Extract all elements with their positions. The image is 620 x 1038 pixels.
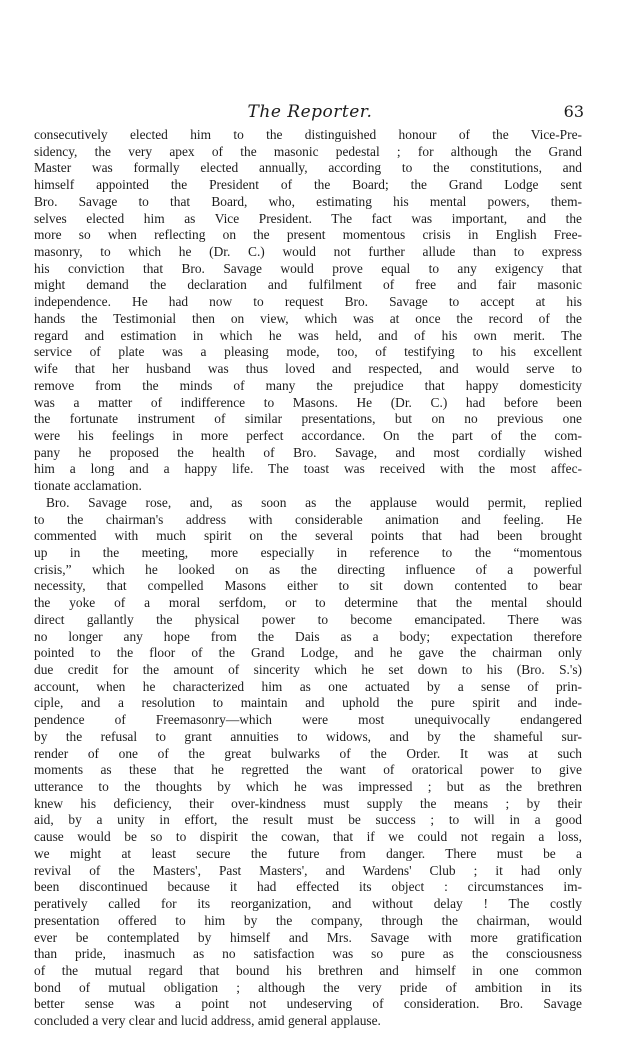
paragraph-end-line: concluded a very clear and lucid address, amid general applause. bbox=[34, 1013, 381, 1029]
text-line: knew his deficiency, their over-kindness must supply the means ; by their bbox=[34, 795, 582, 811]
text-line: himself appointed the President of the Board; the Grand Lodge sent bbox=[34, 177, 582, 193]
text-line: aid, by a unity in effort, the result must be success ; to will in a good bbox=[34, 812, 582, 828]
text-line: remove from the minds of many the prejudice that happy domesticity bbox=[34, 377, 582, 393]
text-line: crisis,” which he looked on as the directing influence of a powerful bbox=[34, 561, 582, 577]
running-title: The Reporter. bbox=[247, 102, 373, 122]
text-line: direct gallantly the physical power to become emancipated. There was bbox=[34, 611, 582, 627]
text-line: ciple, and a resolution to maintain and uphold the pure spirit and inde- bbox=[34, 695, 582, 711]
page-number: 63 bbox=[563, 102, 584, 121]
body-text bbox=[34, 127, 582, 1030]
text-line: pany he proposed the health of Bro. Savage, and most cordially wished bbox=[34, 444, 582, 460]
text-line: peratively called for its reorganization, and without delay ! The costly bbox=[34, 896, 582, 912]
text-line: up in the meeting, more especially in reference to the “momentous bbox=[34, 544, 582, 560]
text-line: consecutively elected him to the distinguished honour of the Vice-Pre- bbox=[34, 127, 582, 142]
text-line: presentation offered to him by the company, through the chairman, would bbox=[34, 912, 582, 928]
text-line: necessity, that compelled Masons either to sit down contented to bear bbox=[34, 578, 582, 594]
text-line: selves elected him as Vice President. The fact was important, and the bbox=[34, 210, 582, 226]
text-line: service of plate was a pleasing mode, too, of testifying to his excellent bbox=[34, 344, 582, 360]
text-line: regard and estimation in which he was held, and of his own merit. The bbox=[34, 327, 582, 343]
text-line: been discontinued because it had effected its object : circumstances im- bbox=[34, 879, 582, 895]
text-line: wife that her husband was thus loved and respected, and would serve to bbox=[34, 361, 582, 377]
text-line: than pride, inasmuch as no satisfaction was so pure as the consciousness bbox=[34, 946, 582, 962]
text-line: pendence of Freemasonry—which were most unequivocally endangered bbox=[34, 712, 582, 728]
text-line: utterance to the thoughts by which he was impressed ; but as the brethren bbox=[34, 779, 582, 795]
text-line: cause would be so to dispirit the cowan, that if we could not regain a loss, bbox=[34, 829, 582, 845]
text-line: independence. He had now to request Bro. Savage to accept at his bbox=[34, 294, 582, 310]
text-line: render of one of the great bulwarks of the Order. It was at such bbox=[34, 745, 582, 761]
text-line: we might at least secure the future from danger. There must be a bbox=[34, 845, 582, 861]
text-line: hands the Testimonial then on view, which was at once the record of the bbox=[34, 310, 582, 326]
text-line: better sense was a point not undeserving of consideration. Bro. Savage bbox=[34, 996, 582, 1012]
running-head bbox=[32, 100, 588, 124]
text-line: sidency, the very apex of the masonic pedestal ; for although the Grand bbox=[34, 143, 582, 159]
text-line: Bro. Savage to that Board, who, estimating his mental powers, them- bbox=[34, 193, 582, 209]
text-line: by the refusal to grant annuities to widows, and by the shameful sur- bbox=[34, 728, 582, 744]
text-line: revival of the Masters', Past Masters', and Wardens' Club ; it had only bbox=[34, 862, 582, 878]
text-line: were his feelings in more perfect accordance. On the part of the com- bbox=[34, 427, 582, 443]
text-line: the yoke of a moral serfdom, or to determine that the mental should bbox=[34, 595, 582, 611]
text-line: of the mutual regard that bound his brethren and himself in one common bbox=[34, 962, 582, 978]
text-line: more so when reflecting on the present momentous crisis in English Free- bbox=[34, 227, 582, 243]
text-line: was a matter of indifference to Masons. He (Dr. C.) had before been bbox=[34, 394, 582, 410]
text-line: no longer any hope from the Dais as a body; expectation therefore bbox=[34, 628, 582, 644]
text-line: him a long and a happy life. The toast was received with the most affec- bbox=[34, 461, 582, 477]
text-line: ever be contemplated by himself and Mrs. Savage with more gratification bbox=[34, 929, 582, 945]
text-line: account, when he characterized him as one actuated by a sense of prin- bbox=[34, 678, 582, 694]
text-line: might demand the declaration and fulfilment of free and fair masonic bbox=[34, 277, 582, 293]
text-line: due credit for the amount of sincerity which he set down to his (Bro. S.'s) bbox=[34, 662, 582, 677]
text-line: Master was formally elected annually, according to the constitutions, and bbox=[34, 160, 582, 176]
paragraph-end-line: tionate acclamation. bbox=[34, 478, 142, 494]
text-line: the fortunate instrument of similar presentations, but on no previous one bbox=[34, 411, 582, 427]
paragraph-start-line: Bro. Savage rose, and, as soon as the applause would permit, replied bbox=[46, 494, 582, 510]
text-line: masonry, to which he (Dr. C.) would not further allude than to express bbox=[34, 244, 582, 260]
text-line: commented with much spirit on the several points that had been brought bbox=[34, 528, 582, 544]
text-line: moments as these that he regretted the want of oratorical power to give bbox=[34, 762, 582, 778]
text-line: to the chairman's address with considerable animation and feeling. He bbox=[34, 511, 582, 527]
text-line: his conviction that Bro. Savage would prove equal to any exigency that bbox=[34, 260, 582, 276]
text-line: bond of mutual obligation ; although the very pride of ambition in its bbox=[34, 979, 582, 995]
text-line: pointed to the floor of the Grand Lodge, and he gave the chairman only bbox=[34, 645, 582, 661]
